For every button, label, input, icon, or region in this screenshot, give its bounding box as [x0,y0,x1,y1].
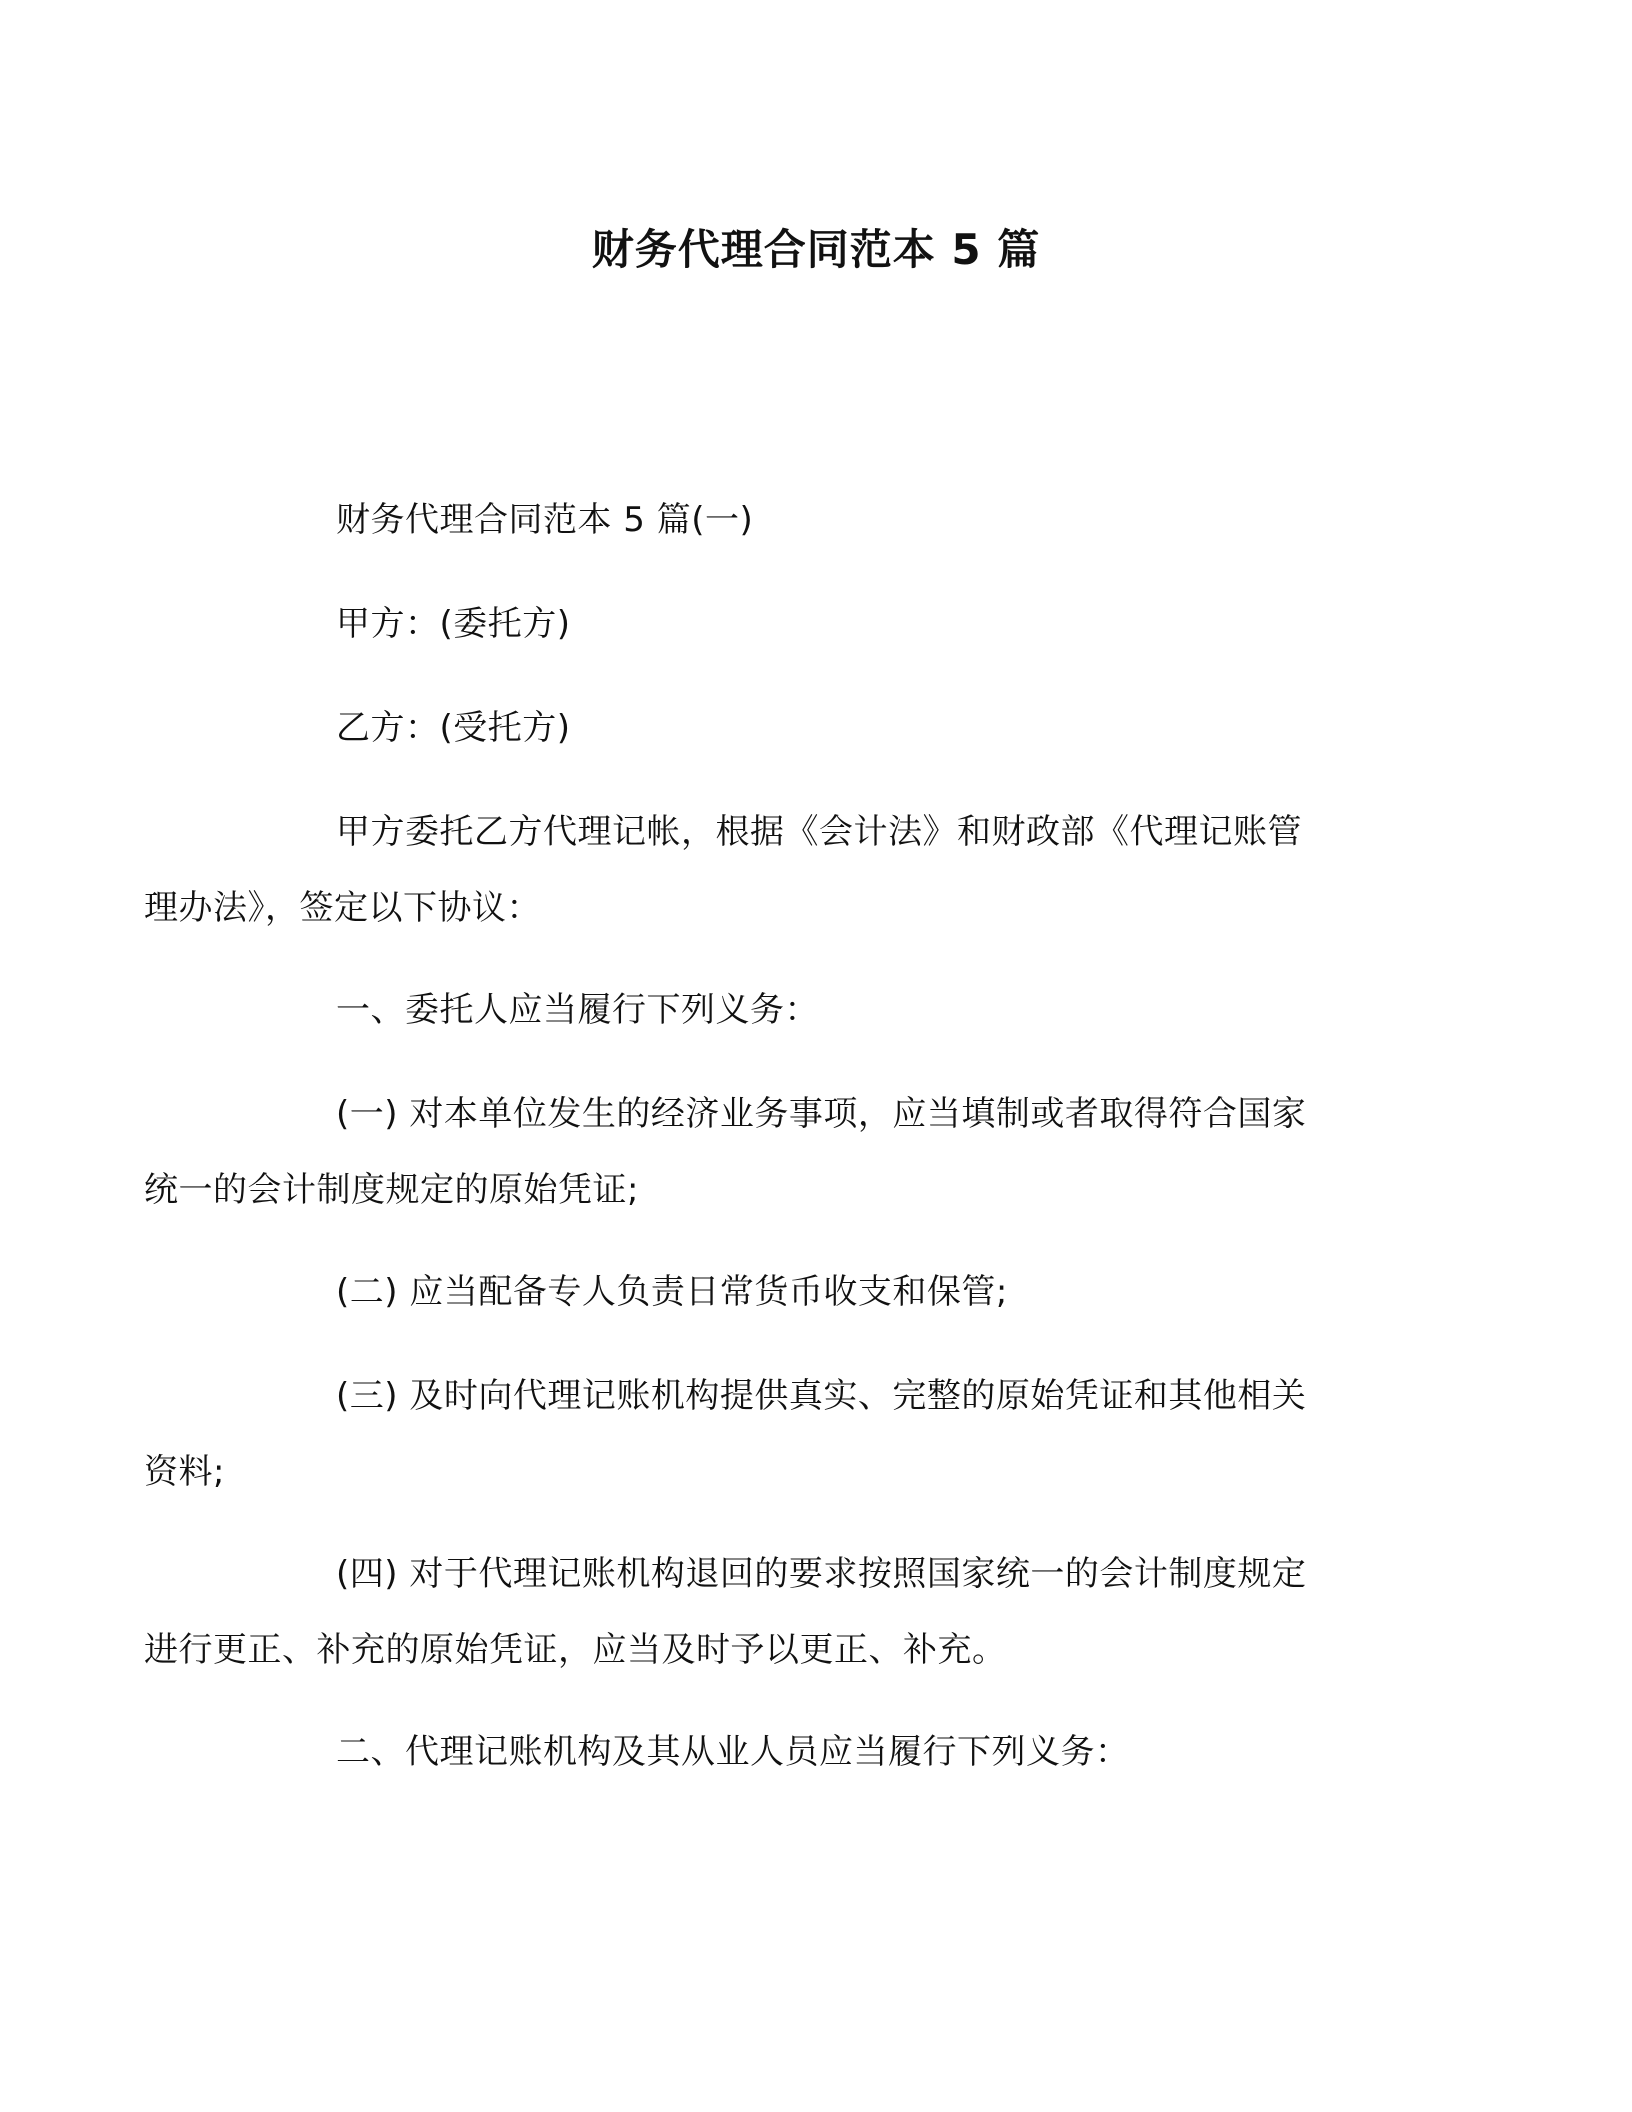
paragraph-section-heading [240,482,1375,558]
paragraph-clause-1-2 [240,1254,1375,1330]
paragraph-party-b [240,690,1375,766]
paragraph-line: (四) 对于代理记账机构退回的要求按照国家统一的会计制度规定 [336,1554,1307,1594]
paragraph-line: 财务代理合同范本 5 篇(一) [336,500,754,540]
document-title: 财务代理合同范本 5 篇 [591,225,1041,274]
paragraph-clause-1-4 [144,1536,1375,1688]
paragraph-line: (二) 应当配备专人负责日常货币收支和保管; [336,1272,1008,1312]
paragraph-line-continued: 进行更正、补充的原始凭证，应当及时予以更正、补充。 [144,1630,1007,1670]
paragraph-line-continued: 资料; [144,1452,225,1492]
paragraph-line: 一、委托人应当履行下列义务： [336,990,819,1030]
paragraph-line-continued: 理办法》，签定以下协议： [144,888,541,928]
paragraph-agreement-intro [144,794,1375,946]
paragraph-party-a [240,586,1375,662]
paragraph-clause-1-3 [144,1358,1375,1510]
paragraph-clause-1-1 [144,1076,1375,1228]
paragraph-clause-one-heading [240,972,1375,1048]
paragraph-line-continued: 统一的会计制度规定的原始凭证; [144,1170,639,1210]
paragraph-line: 甲方：(委托方) [336,604,571,644]
paragraph-line: (三) 及时向代理记账机构提供真实、完整的原始凭证和其他相关 [336,1376,1307,1416]
paragraph-line: 甲方委托乙方代理记帐，根据《会计法》和财政部《代理记账管 [336,812,1302,852]
paragraph-line: 二、代理记账机构及其从业人员应当履行下列义务： [336,1732,1130,1772]
paragraph-line: (一) 对本单位发生的经济业务事项，应当填制或者取得符合国家 [336,1094,1307,1134]
paragraph-clause-two-heading [240,1714,1375,1790]
paragraph-line: 乙方：(受托方) [336,708,571,748]
